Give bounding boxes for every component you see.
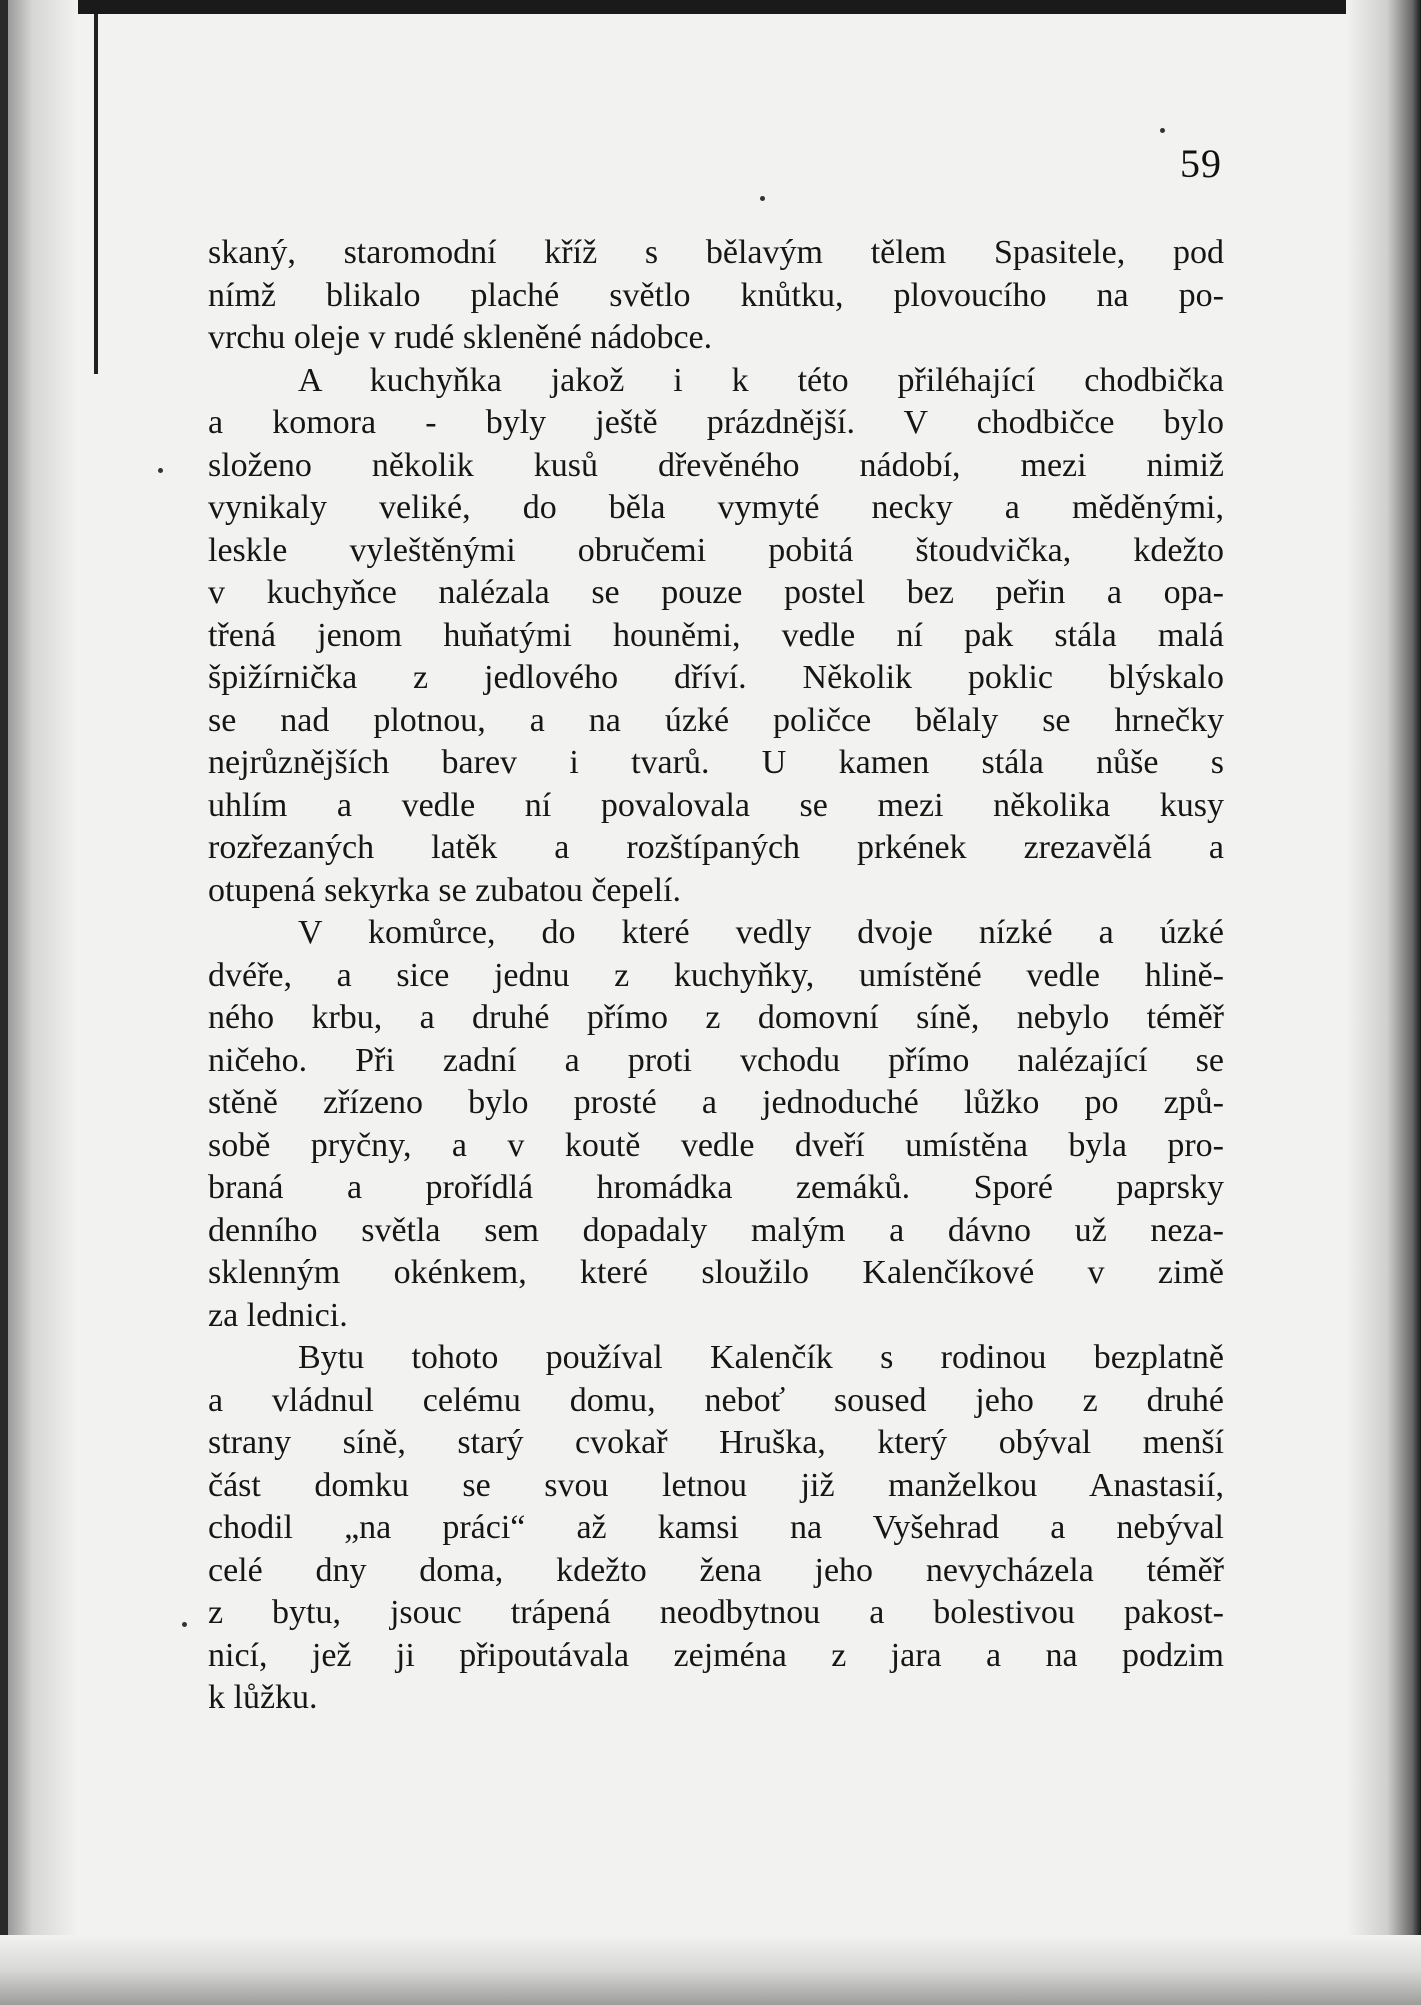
text-line: z bytu, jsouc trápená neodbytnou a bolestivou pakost- — [208, 1594, 1224, 1631]
text-line: sklenným okénkem, které sloužilo Kalenčíkové v zimě — [208, 1254, 1224, 1291]
page-number: 59 — [1180, 141, 1222, 186]
text-line: braná a prořídlá hromádka zemáků. Sporé paprsky — [208, 1169, 1224, 1206]
scan-top-edge — [0, 0, 1421, 14]
text-line: se nad plotnou, a na úzké poličce bělaly se hrnečky — [208, 701, 1224, 739]
text-line: leskle vyleštěnými obručemi pobitá štoudvička, kdežto — [208, 531, 1224, 569]
text-line: rozřezaných latěk a rozštípaných prkének zrezavělá a — [208, 829, 1224, 866]
text-line: chodil „na práci“ až kamsi na Vyšehrad a nebýval — [208, 1509, 1224, 1546]
text-line: třená jenom huňatými houněmi, vedle ní pak stála malá — [208, 616, 1224, 654]
text-line: za lednici. — [208, 1296, 348, 1334]
scan-right-edge — [1346, 0, 1421, 2005]
text-line: a vládnul celému domu, neboť soused jeho z druhé — [208, 1381, 1224, 1419]
text-line: špižírnička z jedlového dříví. Několik poklic blýskalo — [208, 659, 1224, 696]
text-line: složeno několik kusů dřevěného nádobí, mezi nimiž — [208, 446, 1224, 484]
text-line: sobě pryčny, a v koutě vedle dveří umístěna byla pro- — [208, 1126, 1224, 1164]
text-line: otupená sekyrka se zubatou čepelí. — [208, 871, 681, 909]
text-line: k lůžku. — [208, 1679, 318, 1716]
text-line: V komůrce, do které vedly dvoje nízké a úzké — [298, 914, 1224, 951]
scan-left-shadow — [8, 0, 78, 2005]
scan-bottom-edge — [0, 1935, 1421, 2005]
text-line: skaný, staromodní kříž s bělavým tělem Spasitele, pod — [208, 234, 1224, 271]
text-line: ného krbu, a druhé přímo z domovní síně, nebylo téměř — [208, 999, 1224, 1036]
text-line: celé dny doma, kdežto žena jeho nevycházela téměř — [208, 1551, 1224, 1589]
text-line: nicí, jež ji připoutávala zejména z jara a na podzim — [208, 1636, 1224, 1674]
ink-speck — [1160, 128, 1165, 133]
text-line: dvéře, a sice jednu z kuchyňky, umístěné vedle hlině- — [208, 956, 1224, 994]
ink-speck — [182, 1622, 187, 1627]
ink-speck — [158, 468, 163, 473]
binding-line — [94, 14, 98, 374]
text-line: nejrůznějších barev i tvarů. U kamen stála nůše s — [208, 744, 1224, 781]
text-line: část domku se svou letnou již manželkou Anastasií, — [208, 1466, 1224, 1504]
text-line: A kuchyňka jakož i k této přiléhající chodbička — [298, 361, 1224, 399]
text-line: stěně zřízeno bylo prosté a jednoduché lůžko po způ- — [208, 1084, 1224, 1121]
text-line: uhlím a vedle ní povalovala se mezi několika kusy — [208, 786, 1224, 824]
text-line: denního světla sem dopadaly malým a dávno už neza- — [208, 1211, 1224, 1249]
text-line: Bytu tohoto používal Kalenčík s rodinou bezplatně — [298, 1339, 1224, 1376]
text-line: nímž blikalo plaché světlo knůtku, plovoucího na po- — [208, 276, 1224, 314]
text-line: v kuchyňce nalézala se pouze postel bez peřin a opa- — [208, 574, 1224, 611]
text-line: vrchu oleje v rudé skleněné nádobce. — [208, 319, 713, 356]
ink-speck — [760, 196, 765, 201]
text-line: vynikaly veliké, do běla vymyté necky a měděnými, — [208, 489, 1224, 526]
scan-left-edge — [0, 0, 8, 2005]
text-line: strany síně, starý cvokař Hruška, který obýval menší — [208, 1424, 1224, 1461]
text-line: a komora - byly ještě prázdnější. V chodbičce bylo — [208, 404, 1224, 441]
body-text — [208, 232, 1224, 1720]
text-line: ničeho. Při zadní a proti vchodu přímo nalézající se — [208, 1041, 1224, 1079]
